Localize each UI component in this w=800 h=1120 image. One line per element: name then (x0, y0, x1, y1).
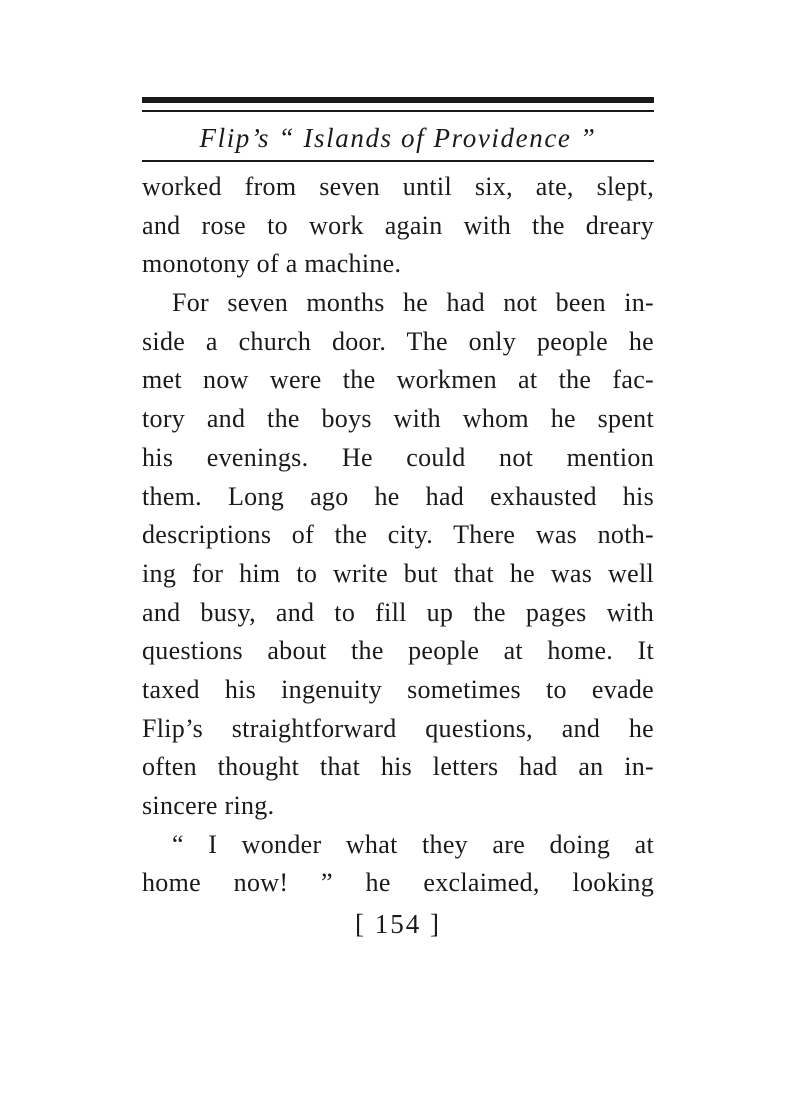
text-line: sincere ring. (142, 791, 275, 820)
page-number: [ 154 ] (355, 909, 441, 939)
text-line: For seven months he had not been in- (172, 288, 654, 318)
text-line: home now! ” he exclaimed, looking (142, 868, 654, 898)
text-line: descriptions of the city. There was noth- (142, 520, 654, 550)
text-line: taxed his ingenuity sometimes to evade (142, 674, 654, 704)
text-line: ing for him to write but that he was well (142, 558, 654, 588)
text-line: and busy, and to fill up the pages with (142, 597, 654, 627)
text-line: often thought that his letters had an in- (142, 752, 654, 782)
text-line: “ I wonder what they are doing at (172, 829, 654, 859)
header-rule-heavy (142, 97, 654, 103)
text-line: them. Long ago he had exhausted his (142, 481, 654, 511)
text-line: and rose to work again with the dreary (142, 210, 654, 240)
body-text (142, 168, 654, 903)
header-rule-bottom (142, 160, 654, 162)
text-line: worked from seven until six, ate, slept, (142, 172, 654, 201)
text-line: questions about the people at home. It (142, 636, 654, 666)
header-rule-thin (142, 110, 654, 112)
text-line: met now were the workmen at the fac- (142, 365, 654, 395)
text-line: monotony of a machine. (142, 249, 402, 279)
text-line: Flip’s straightforward questions, and he (142, 713, 654, 743)
text-line: side a church door. The only people he (142, 326, 654, 356)
text-line: his evenings. He could not mention (142, 442, 654, 472)
text-line: tory and the boys with whom he spent (142, 404, 654, 434)
running-head: Flip’s “ Islands of Providence ” (199, 123, 597, 153)
